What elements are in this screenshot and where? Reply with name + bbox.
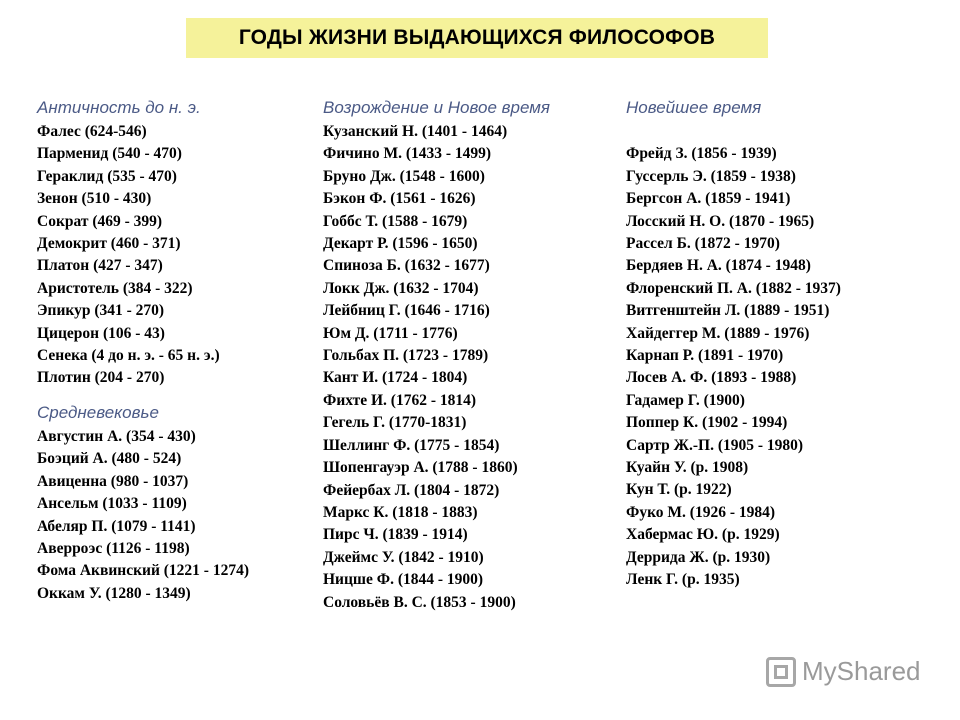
- philosopher-entry: Флоренский П. А. (1882 - 1937): [626, 279, 841, 297]
- philosopher-entry: Фома Аквинский (1221 - 1274): [37, 562, 249, 580]
- watermark-text: MyShared: [802, 656, 921, 686]
- philosopher-entry: Бердяев Н. А. (1874 - 1948): [626, 257, 811, 275]
- philosopher-entry: Шеллинг Ф. (1775 - 1854): [323, 436, 500, 454]
- philosopher-entry: Юм Д. (1711 - 1776): [323, 324, 458, 342]
- philosopher-entry: Боэций А. (480 - 524): [37, 450, 182, 468]
- philosopher-entry: Авиценна (980 - 1037): [37, 472, 189, 490]
- philosopher-entry: Фихте И. (1762 - 1814): [323, 391, 477, 409]
- philosopher-entry: Лейбниц Г. (1646 - 1716): [323, 302, 490, 320]
- philosopher-entry: Кузанский Н. (1401 - 1464): [323, 123, 508, 140]
- philosopher-entry: Ансельм (1033 - 1109): [37, 495, 187, 513]
- philosopher-entry: Парменид (540 - 470): [37, 145, 182, 163]
- philosopher-entry: [626, 121, 841, 143]
- philosopher-entry: Ленк Г. (р. 1935): [626, 571, 740, 589]
- philosopher-entry: Гегель Г. (1770-1831): [323, 414, 467, 432]
- philosopher-entry: Гадамер Г. (1900): [626, 391, 745, 409]
- philosopher-entry: Маркс К. (1818 - 1883): [323, 503, 478, 521]
- philosopher-entry: Фичино М. (1433 - 1499): [323, 145, 492, 163]
- philosopher-entry: Локк Дж. (1632 - 1704): [323, 279, 479, 297]
- philosopher-entry: Кант И. (1724 - 1804): [323, 369, 468, 387]
- philosopher-entry: Поппер К. (1902 - 1994): [626, 414, 788, 432]
- philosopher-entry: Гераклид (535 - 470): [37, 167, 177, 185]
- column-contemporary: [626, 95, 841, 592]
- philosopher-entry: Витгенштейн Л. (1889 - 1951): [626, 302, 830, 320]
- philosopher-entry: Карнап Р. (1891 - 1970): [626, 347, 784, 365]
- philosopher-entry: Кун Т. (р. 1922): [626, 481, 732, 499]
- philosopher-entry: Фейербах Л. (1804 - 1872): [323, 481, 500, 499]
- philosopher-entry: Сенека (4 до н. э. - 65 н. э.): [37, 347, 220, 365]
- philosopher-entry: Цицерон (106 - 43): [37, 324, 165, 342]
- philosopher-entry: Сартр Ж.-П. (1905 - 1980): [626, 436, 804, 454]
- philosopher-entry: Зенон (510 - 430): [37, 190, 152, 208]
- section-heading: Возрождение и Новое время: [323, 98, 550, 117]
- philosopher-entry: Эпикур (341 - 270): [37, 302, 165, 320]
- philosopher-entry: Гуссерль Э. (1859 - 1938): [626, 167, 796, 185]
- philosopher-entry: Спиноза Б. (1632 - 1677): [323, 257, 490, 275]
- philosopher-entry: Ницше Ф. (1844 - 1900): [323, 571, 484, 589]
- philosopher-entry: Фуко М. (1926 - 1984): [626, 503, 776, 521]
- philosopher-entry: Платон (427 - 347): [37, 257, 163, 275]
- philosopher-entry: Гольбах П. (1723 - 1789): [323, 347, 489, 365]
- philosopher-entry: Фрейд З. (1856 - 1939): [626, 145, 777, 163]
- philosopher-entry: Куайн У. (р. 1908): [626, 459, 749, 477]
- page-title: [186, 18, 768, 58]
- philosopher-entry: Декарт Р. (1596 - 1650): [323, 235, 478, 253]
- section-spacer: [37, 390, 249, 400]
- page-title-text: ГОДЫ ЖИЗНИ ВЫДАЮЩИХСЯ ФИЛОСОФОВ: [238, 26, 716, 49]
- philosopher-entry: Аристотель (384 - 322): [37, 279, 193, 297]
- philosopher-entry: Хайдеггер М. (1889 - 1976): [626, 324, 810, 342]
- philosopher-entry: Пирс Ч. (1839 - 1914): [323, 526, 468, 544]
- philosopher-entry: Хабермас Ю. (р. 1929): [626, 526, 780, 544]
- philosopher-entry: Рассел Б. (1872 - 1970): [626, 235, 780, 253]
- philosopher-entry: Шопенгауэр А. (1788 - 1860): [323, 459, 518, 477]
- column-renaissance-modern: [323, 95, 550, 614]
- philosopher-entry: Бергсон А. (1859 - 1941): [626, 190, 791, 208]
- philosopher-entry: Фалес (624-546): [37, 123, 147, 140]
- section-heading: Средневековье: [37, 402, 159, 422]
- section-heading: Античность до н. э.: [37, 98, 201, 117]
- column-ancient-medieval: [37, 95, 249, 605]
- philosopher-entry: Сократ (469 - 399): [37, 212, 163, 230]
- myshared-logo-icon: [766, 657, 796, 687]
- philosopher-entry: Лосев А. Ф. (1893 - 1988): [626, 369, 797, 387]
- section-heading: Новейшее время: [626, 98, 762, 117]
- myshared-watermark: [766, 656, 921, 687]
- philosopher-entry: Абеляр П. (1079 - 1141): [37, 517, 196, 535]
- philosopher-entry: Гоббс Т. (1588 - 1679): [323, 212, 468, 230]
- philosopher-entry: Августин А. (354 - 430): [37, 427, 196, 445]
- philosopher-entry: Демокрит (460 - 371): [37, 235, 181, 253]
- philosopher-entry: Соловьёв В. С. (1853 - 1900): [323, 593, 516, 611]
- philosopher-entry: Лосский Н. О. (1870 - 1965): [626, 212, 815, 230]
- philosopher-entry: Джеймс У. (1842 - 1910): [323, 548, 484, 566]
- philosopher-entry: Аверроэс (1126 - 1198): [37, 539, 190, 557]
- philosopher-entry: Деррида Ж. (р. 1930): [626, 548, 771, 566]
- philosopher-entry: Плотин (204 - 270): [37, 369, 165, 387]
- philosopher-entry: Бэкон Ф. (1561 - 1626): [323, 190, 476, 208]
- philosopher-entry: Оккам У. (1280 - 1349): [37, 584, 191, 602]
- philosopher-entry: Бруно Дж. (1548 - 1600): [323, 167, 485, 185]
